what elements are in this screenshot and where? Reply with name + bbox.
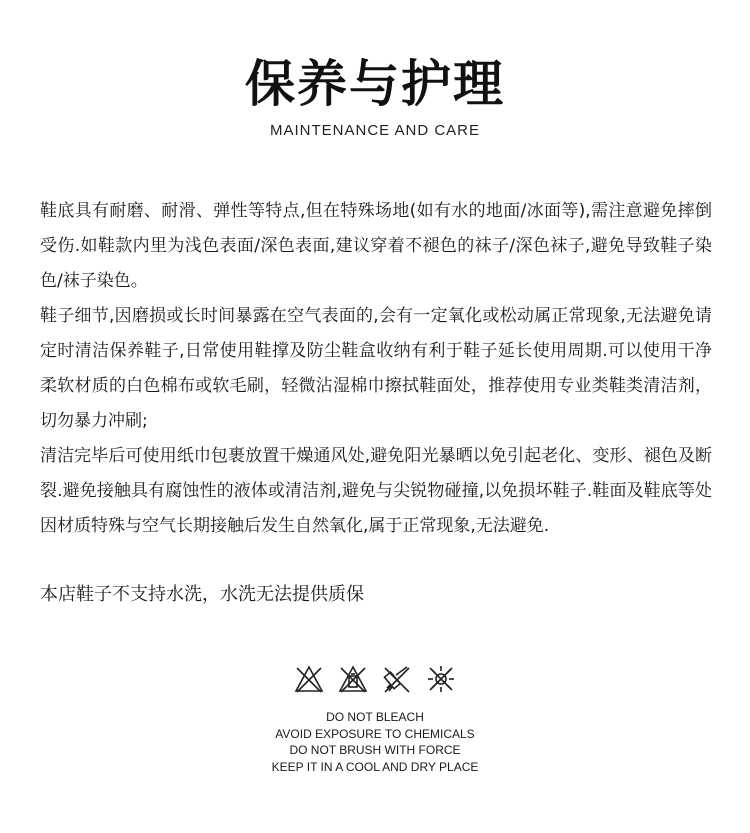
keep-cool-icon [426, 664, 456, 694]
care-labels [0, 709, 750, 775]
paragraph-sole: 鞋底具有耐磨、耐滑、弹性等特点,但在特殊场地(如有水的地面/冰面等),需注意避免摔倒受伤.如鞋款内里为浅色表面/深色表面,建议穿着不褪色的袜子/深色袜子,避免导致鞋子染色/袜子染色。 [40, 201, 712, 291]
care-label-bleach: DO NOT BLEACH [326, 710, 424, 724]
care-icons-row [0, 664, 750, 694]
paragraph-details: 鞋子细节,因磨损或长时间暴露在空气表面的,会有一定氧化或松动属正常现象,无法避免请定时清洁保养鞋子,日常使用鞋撑及防尘鞋盒收纳有利于鞋子延长使用周期.可以使用干净柔软材质的白色棉布或软毛刷，轻微沾湿棉巾擦拭鞋面处，推荐使用专业类鞋类清洁剂，切勿暴力冲刷; [40, 306, 712, 431]
do-not-bleach-icon [294, 664, 324, 694]
page-title: 保养与护理 [245, 55, 505, 113]
paragraph-drying: 清洁完毕后可使用纸巾包裹放置干燥通风处,避免阳光暴晒以免引起老化、变形、褪色及断裂.避免接触具有腐蚀性的液体或清洁剂,避免与尖锐物碰撞,以免损坏鞋子.鞋面及鞋底等处因材质特殊与空气长期接触后发生自然氧化,属于正常现象,无法避免. [40, 446, 712, 536]
care-label-chemicals: AVOID EXPOSURE TO CHEMICALS [275, 726, 475, 741]
page-subtitle: MAINTENANCE AND CARE [269, 122, 481, 139]
care-label-brush: DO NOT BRUSH WITH FORCE [289, 743, 461, 757]
no-brush-icon [382, 664, 412, 694]
care-label-cool: KEEP IT IN A COOL AND DRY PLACE [271, 759, 479, 774]
care-instructions [40, 194, 712, 544]
wash-notice: 本店鞋子不支持水洗，水洗无法提供质保 [40, 584, 364, 605]
no-chemicals-icon [338, 664, 368, 694]
